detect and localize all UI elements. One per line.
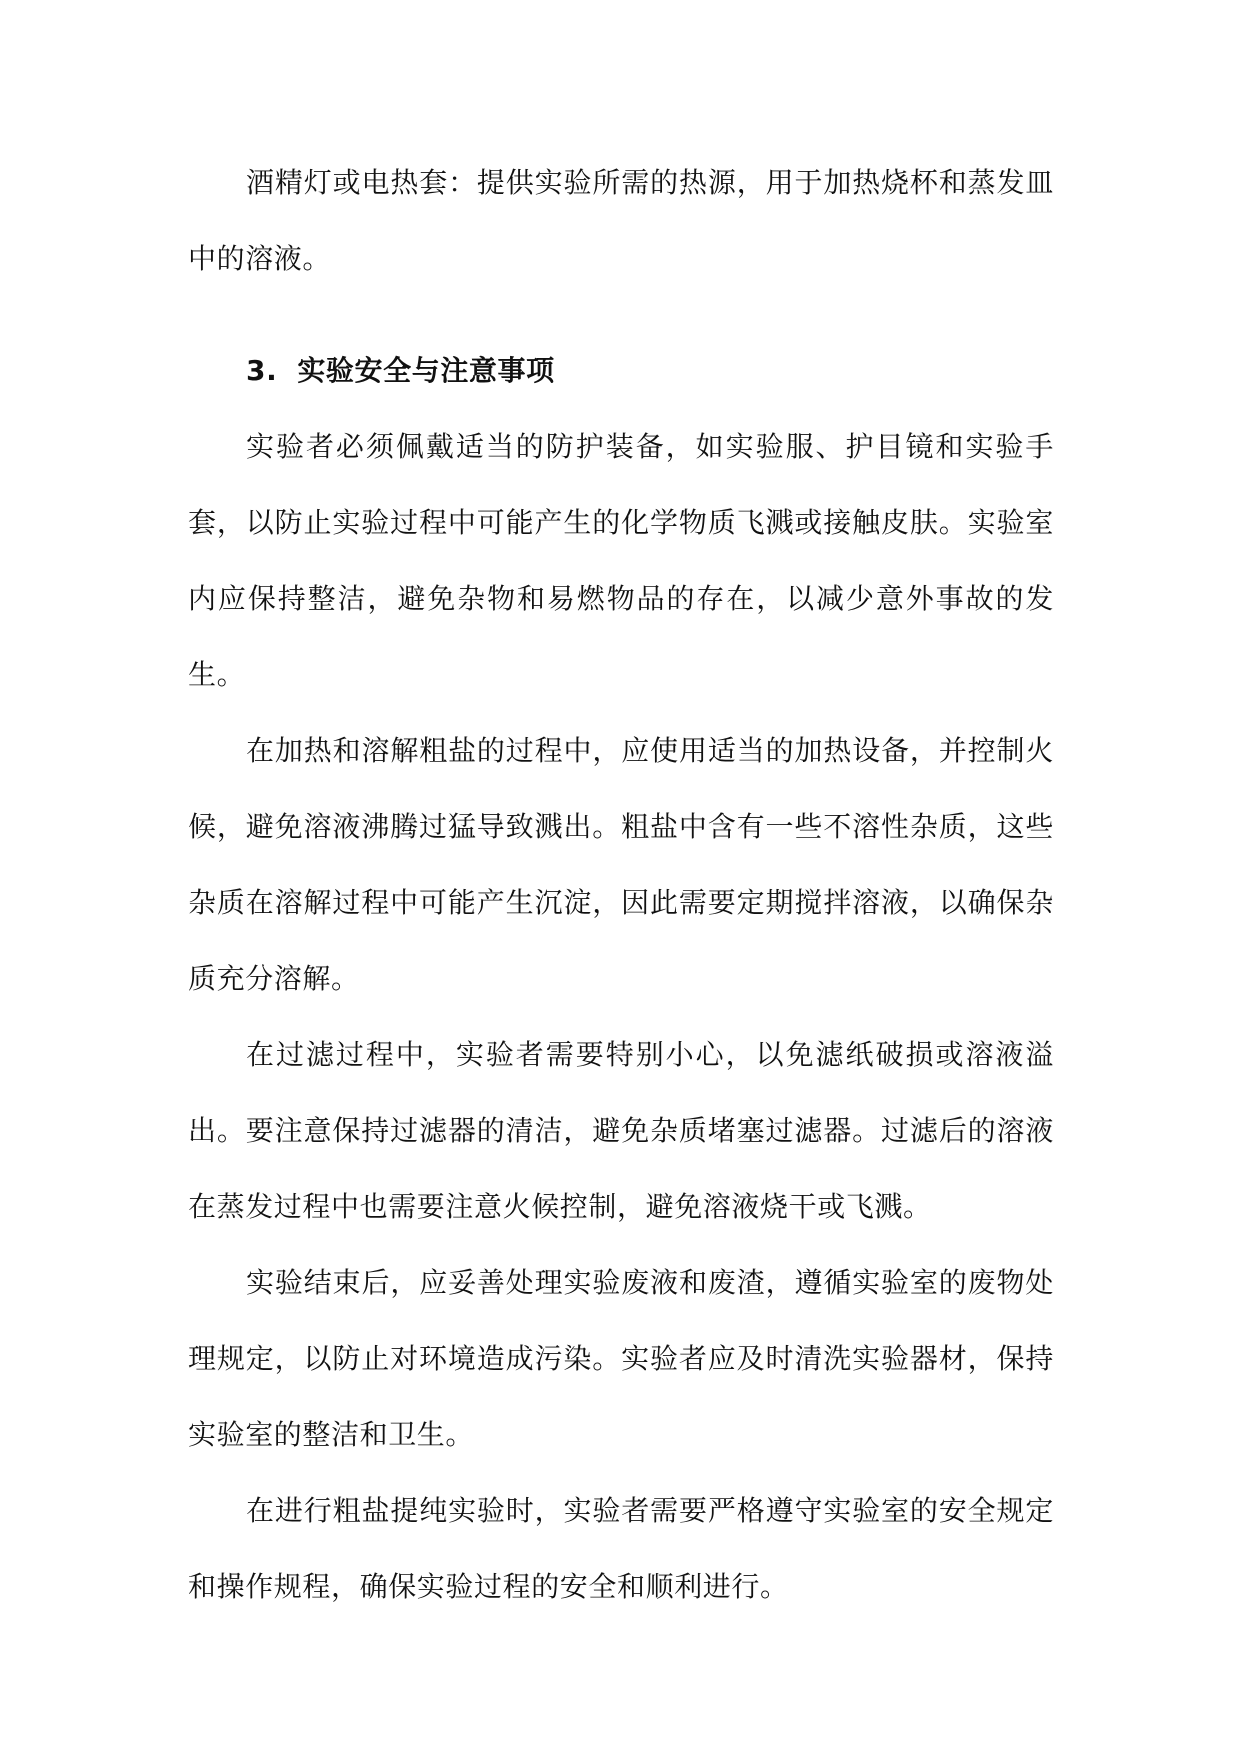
document-body: [188, 145, 1054, 1625]
paragraph-heating-dissolving: 在加热和溶解粗盐的过程中，应使用适当的加热设备，并控制火候，避免溶液沸腾过猛导致溅出。粗盐中含有一些不溶性杂质，这些杂质在溶解过程中可能产生沉淀，因此需要定期搅拌溶液，以确保杂质充分溶解。: [188, 734, 1054, 995]
section-heading: [188, 333, 1054, 409]
paragraph-filtration: 在过滤过程中，实验者需要特别小心，以免滤纸破损或溶液溢出。要注意保持过滤器的清洁，避免杂质堵塞过滤器。过滤后的溶液在蒸发过程中也需要注意火候控制，避免溶液烧干或飞溅。: [188, 1038, 1054, 1223]
paragraph-heat-source: 酒精灯或电热套：提供实验所需的热源，用于加热烧杯和蒸发皿中的溶液。: [188, 166, 1054, 275]
paragraph-safety-rules: 在进行粗盐提纯实验时，实验者需要严格遵守实验室的安全规定和操作规程，确保实验过程的安全和顺利进行。: [188, 1494, 1054, 1603]
section-title: 实验安全与注意事项: [297, 354, 555, 387]
section-number: 3.: [246, 354, 278, 387]
paragraph-protective-equipment: 实验者必须佩戴适当的防护装备，如实验服、护目镜和实验手套，以防止实验过程中可能产生的化学物质飞溅或接触皮肤。实验室内应保持整洁，避免杂物和易燃物品的存在，以减少意外事故的发生。: [188, 430, 1054, 691]
paragraph-waste-disposal: 实验结束后，应妥善处理实验废液和废渣，遵循实验室的废物处理规定，以防止对环境造成污染。实验者应及时清洗实验器材，保持实验室的整洁和卫生。: [188, 1266, 1054, 1451]
